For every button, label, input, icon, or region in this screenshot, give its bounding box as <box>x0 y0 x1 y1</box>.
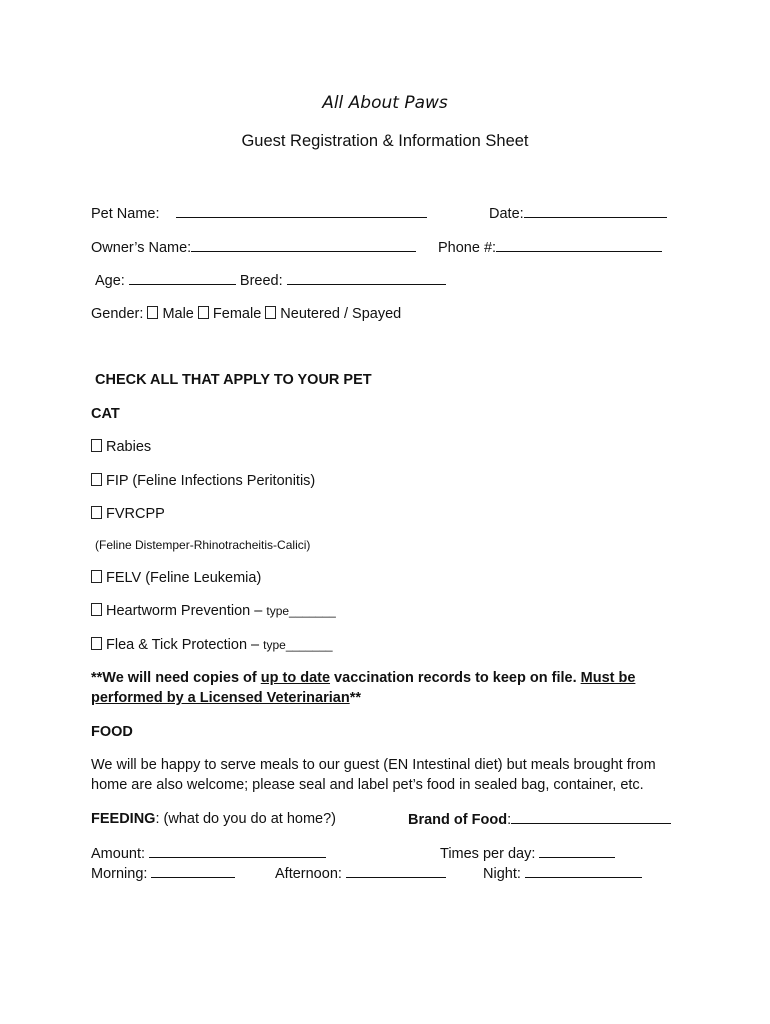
morning-row <box>91 864 235 883</box>
notice-part-1: **We will need copies of <box>91 670 261 686</box>
page-title: All About Paws <box>322 93 448 113</box>
age-breed-row <box>95 271 446 290</box>
felv-checkbox[interactable] <box>91 570 102 583</box>
age-label: Age: <box>95 273 125 289</box>
vaccination-notice-2 <box>91 689 361 707</box>
fvrcpp-checkbox[interactable] <box>91 506 102 519</box>
heartworm-row <box>91 602 336 620</box>
notice-part-5: performed by a Licensed Veterinarian <box>91 690 350 706</box>
times-per-day-field[interactable] <box>539 844 615 858</box>
date-label: Date: <box>489 206 524 222</box>
night-label: Night: <box>483 866 521 882</box>
notice-part-4: Must be <box>580 670 636 686</box>
times-per-day-label: Times per day: <box>440 846 536 862</box>
fvrcpp-label: FVRCPP <box>106 506 165 522</box>
pet-name-label: Pet Name: <box>91 206 160 222</box>
neutered-spayed-label: Neutered / Spayed <box>280 306 402 322</box>
heartworm-checkbox[interactable] <box>91 603 102 616</box>
amount-field[interactable] <box>149 844 326 858</box>
afternoon-field[interactable] <box>346 864 446 878</box>
afternoon-row <box>275 864 446 883</box>
owner-name-row <box>91 238 416 257</box>
food-text-1: We will be happy to serve meals to our guest (EN Intestinal diet) but meals brought from <box>91 757 656 773</box>
heartworm-label: Heartworm Prevention – <box>106 603 263 619</box>
amount-label: Amount: <box>91 846 145 862</box>
phone-field[interactable] <box>496 238 662 252</box>
female-checkbox[interactable] <box>198 306 209 319</box>
gender-label: Gender: <box>91 306 144 322</box>
cat-heading: CAT <box>91 406 120 422</box>
flea-tick-row <box>91 636 333 654</box>
phone-row <box>438 238 662 257</box>
breed-label: Breed: <box>239 273 283 289</box>
fvrcpp-note: (Feline Distemper-Rhinotracheitis-Calici) <box>95 538 311 552</box>
feeding-question: : (what do you do at home?) <box>155 811 337 827</box>
pet-name-field[interactable] <box>176 204 427 218</box>
felv-row <box>91 569 261 587</box>
page-subtitle: Guest Registration & Information Sheet <box>241 132 529 150</box>
vaccination-notice <box>91 669 635 687</box>
night-row <box>483 864 642 883</box>
heartworm-type-field[interactable]: type_______ <box>266 604 336 618</box>
brand-label: Brand of Food <box>408 812 508 828</box>
owner-name-label: Owner’s Name: <box>91 240 192 256</box>
fvrcpp-row <box>91 505 165 523</box>
food-heading: FOOD <box>91 724 133 740</box>
fip-label: FIP (Feline Infections Peritonitis) <box>106 473 316 489</box>
fip-row <box>91 472 315 490</box>
date-row <box>489 204 667 223</box>
food-text-2: home are also welcome; please seal and label pet’s food in sealed bag, container, etc. <box>91 777 644 793</box>
notice-part-3: vaccination records to keep on file. <box>330 670 581 686</box>
notice-part-6: ** <box>349 690 361 706</box>
felv-label: FELV (Feline Leukemia) <box>106 570 262 586</box>
flea-tick-type-field[interactable]: type_______ <box>263 638 333 652</box>
male-label: Male <box>162 306 194 322</box>
male-checkbox[interactable] <box>147 306 158 319</box>
owner-name-field[interactable] <box>191 238 416 252</box>
feeding-row <box>91 810 336 828</box>
gender-row <box>91 305 401 323</box>
phone-label: Phone #: <box>438 240 497 256</box>
times-per-day-row <box>440 844 615 863</box>
feeding-label: FEEDING <box>91 811 156 827</box>
rabies-checkbox[interactable] <box>91 439 102 452</box>
female-label: Female <box>212 306 262 322</box>
rabies-row <box>91 438 151 456</box>
amount-row <box>91 844 326 863</box>
morning-label: Morning: <box>91 866 148 882</box>
date-field[interactable] <box>524 204 667 218</box>
night-field[interactable] <box>525 864 642 878</box>
brand-field[interactable] <box>511 810 671 824</box>
afternoon-label: Afternoon: <box>275 866 342 882</box>
flea-tick-checkbox[interactable] <box>91 637 102 650</box>
fip-checkbox[interactable] <box>91 473 102 486</box>
breed-field[interactable] <box>287 271 446 285</box>
pet-name-row <box>91 204 427 223</box>
flea-tick-label: Flea & Tick Protection – <box>106 637 260 653</box>
age-field[interactable] <box>129 271 236 285</box>
morning-field[interactable] <box>151 864 235 878</box>
notice-part-2: up to date <box>260 670 331 686</box>
check-all-heading: CHECK ALL THAT APPLY TO YOUR PET <box>95 372 372 388</box>
rabies-label: Rabies <box>106 439 152 455</box>
neutered-spayed-checkbox[interactable] <box>265 306 276 319</box>
brand-row: Brand of Food: <box>408 810 671 829</box>
